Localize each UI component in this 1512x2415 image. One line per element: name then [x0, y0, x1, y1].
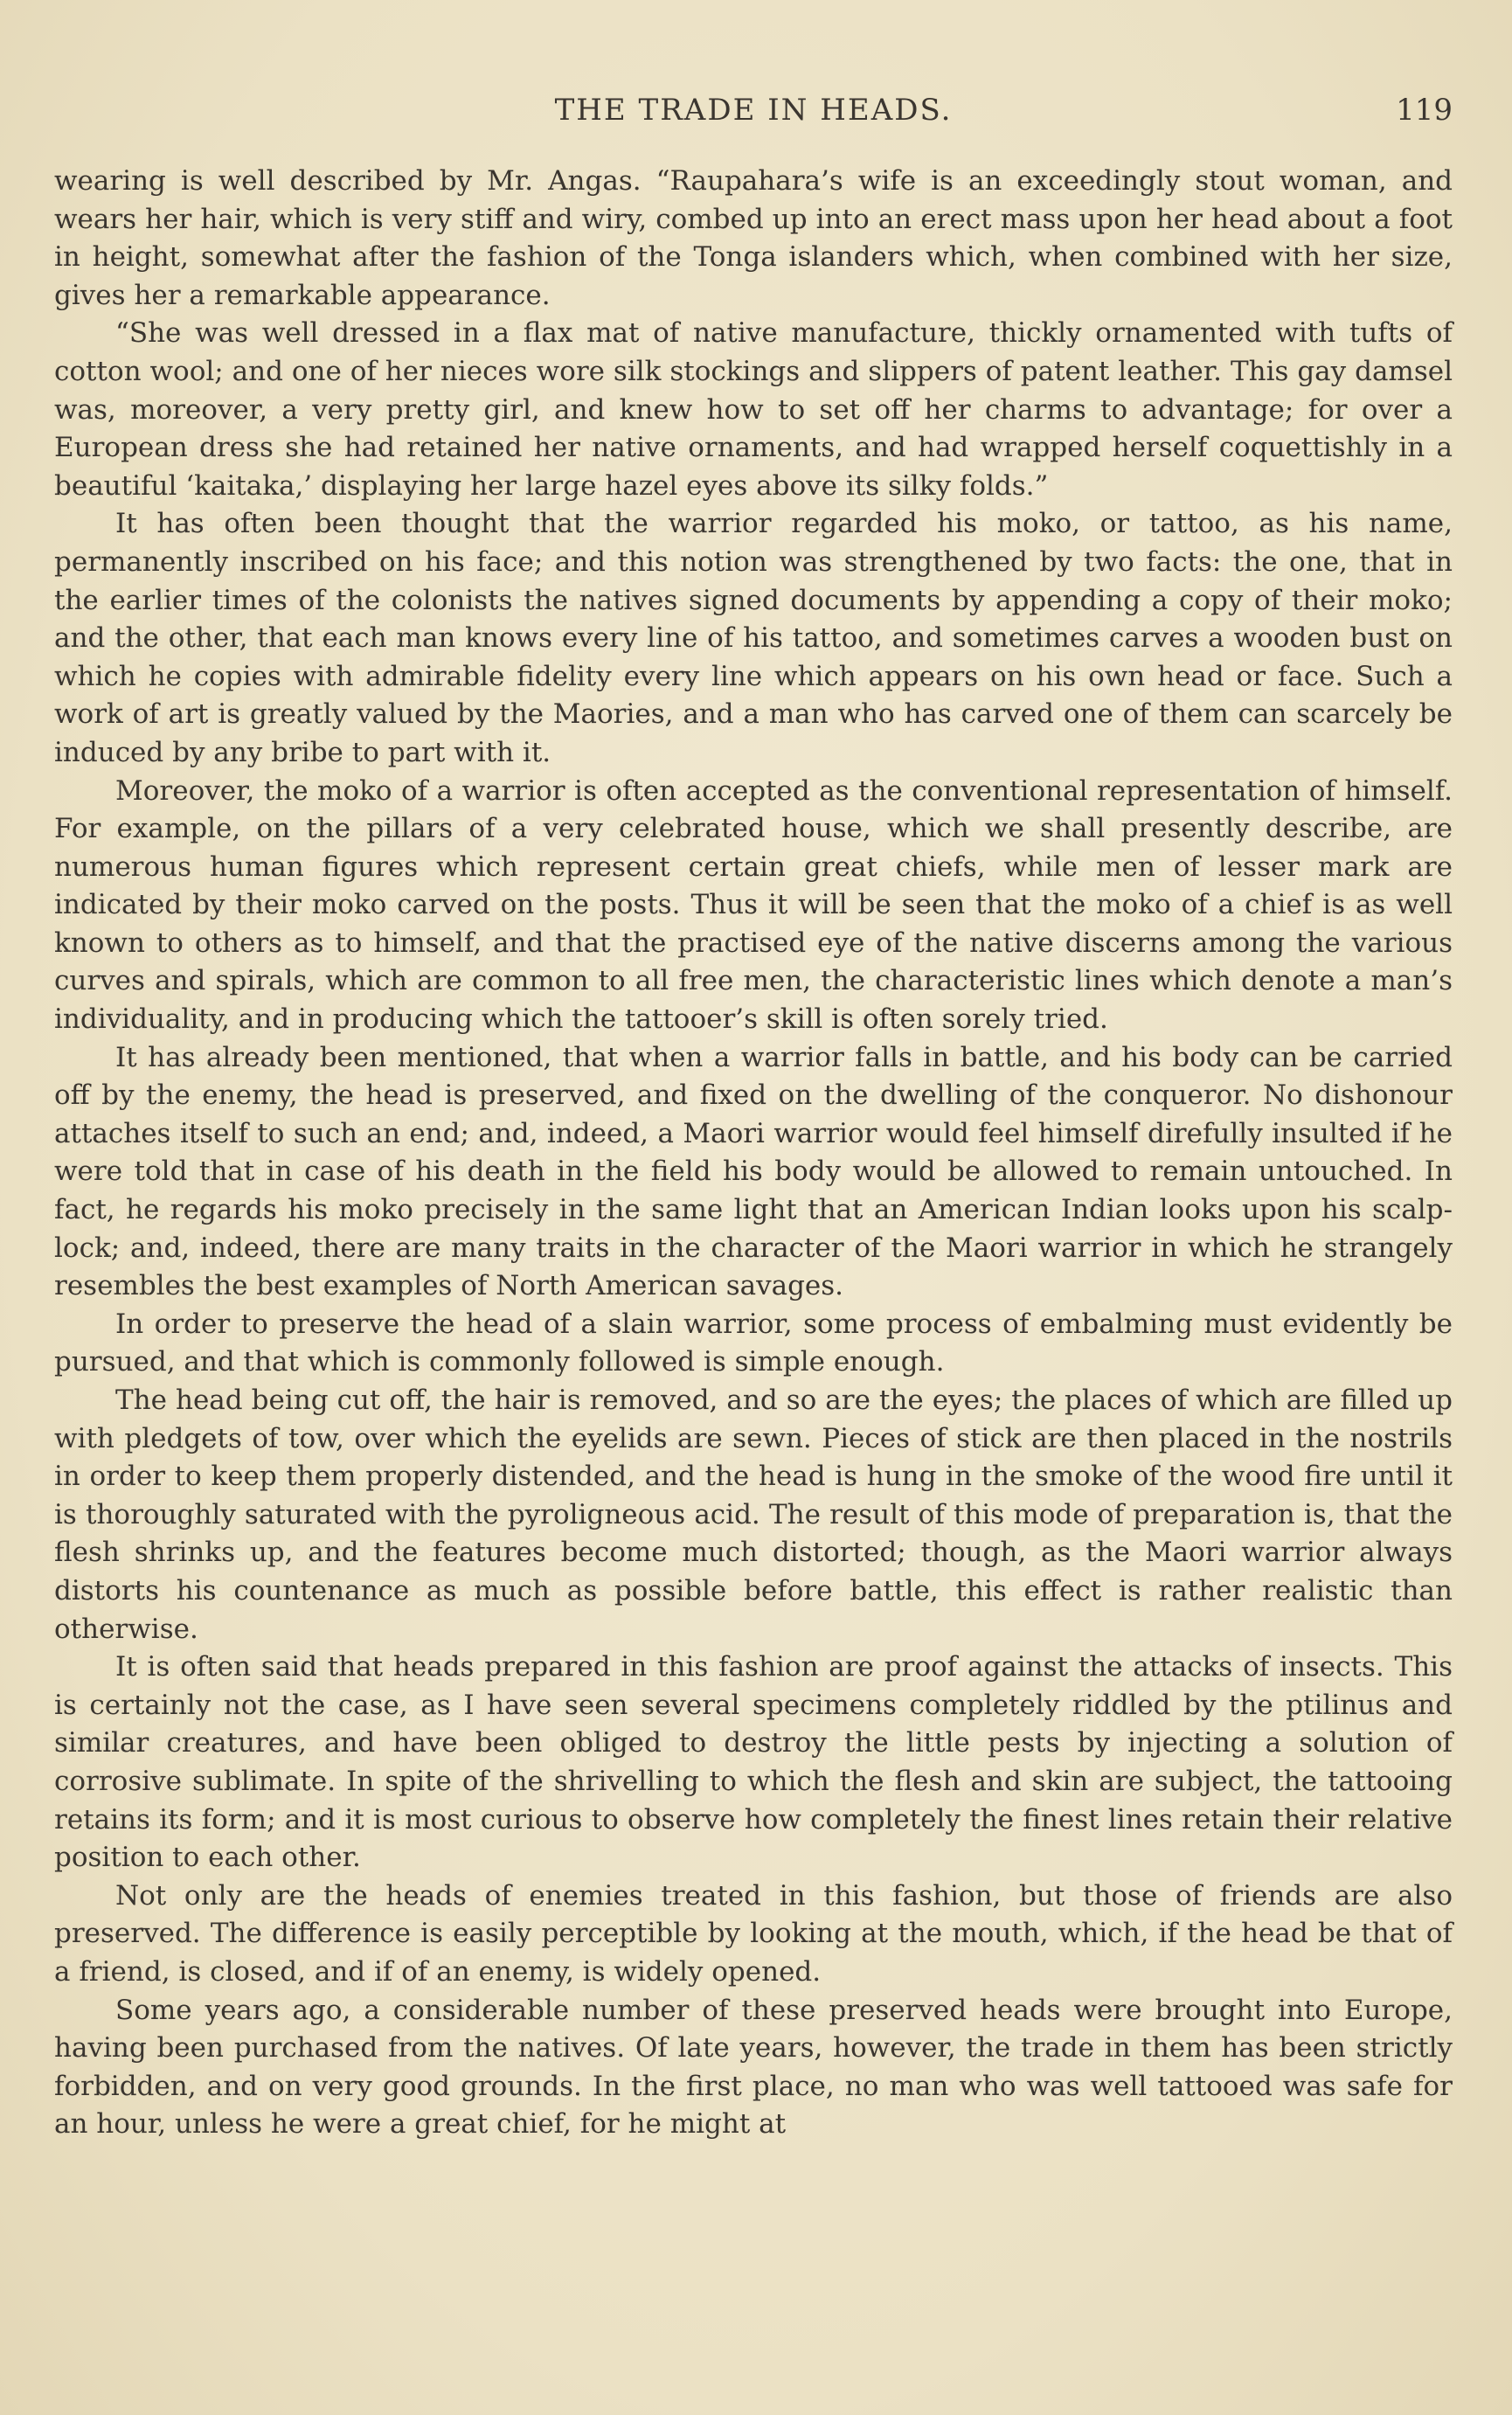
paragraph: It has already been mentioned, that when a warrior falls in battle, and his body can be carried off by the enemy, the head is preserved, and fixed on the dwelling of the conqueror. No dishonour attaches itself to such an end; and, indeed, a Maori warrior would feel himself direfully insulted if he were told that in case of his death in the field his body would be allowed to remain untouched. In fact, he regards his moko precisely in the same light that an American Indian looks upon his scalp-lock; and, indeed, there are many traits in the character of the Maori warrior in which he strangely resembles the best examples of North American savages. [54, 1041, 1453, 1302]
paragraph: Not only are the heads of enemies treated in this fashion, but those of friends are also preserved. The difference is easily perceptible by looking at the mouth, which, if the head be that of a friend, is closed, and if of an enemy, is widely opened. [54, 1879, 1453, 1988]
body-text [54, 163, 1453, 2144]
page-number: 119 [1396, 93, 1453, 128]
paragraph: wearing is well described by Mr. Angas. “Raupahara’s wife is an exceedingly stout woman, and wears her hair, which is very stiff and wiry, combed up into an erect mass upon her head about a foot in height, somewhat after the fashion of the Tonga islanders which, when combined with her size, gives her a remarkable appearance. [54, 165, 1453, 311]
paragraph: The head being cut off, the hair is removed, and so are the eyes; the places of which are filled up with pledgets of tow, over which the eyelids are sewn. Pieces of stick are then placed in the nostrils in order to keep them properly distended, and the head is hung in the smoke of the wood fire until it is thoroughly saturated with the pyroligneous acid. The result of this mode of preparation is, that the flesh shrinks up, and the features become much distorted; though, as the Maori warrior always distorts his countenance as much as possible before battle, this effect is rather realistic than otherwise. [54, 1384, 1453, 1645]
paragraph: Some years ago, a considerable number of these preserved heads were brought into Europe, having been purchased from the natives. Of late years, however, the trade in them has been strictly forbidden, and on very good grounds. In the first place, no man who was well tattooed was safe for an hour, unless he were a great chief, for he might at [54, 1994, 1453, 2141]
paragraph: It has often been thought that the warrior regarded his moko, or tattoo, as his name, permanently inscribed on his face; and this notion was strengthened by two facts: the one, that in the earlier times of the colonists the natives signed documents by appending a copy of their moko; and the other, that each man knows every line of his tattoo, and sometimes carves a wooden bust on which he copies with admirable fidelity every line which appears on his own head or face. Such a work of art is greatly valued by the Maories, and a man who has carved one of them can scarcely be induced by any bribe to part with it. [54, 508, 1453, 768]
paragraph: Moreover, the moko of a warrior is often accepted as the conventional representation of himself. For example, on the pillars of a very celebrated house, which we shall presently describe, are numerous human figures which represent certain great chiefs, while men of lesser mark are indicated by their moko carved on the posts. Thus it will be seen that the moko of a chief is as well known to others as to himself, and that the practised eye of the native discerns among the various curves and spirals, which are common to all free men, the characteristic lines which denote a man’s individuality, and in producing which the tattooer’s skill is often sorely tried. [54, 774, 1453, 1036]
paragraph: It is often said that heads prepared in this fashion are proof against the attacks of insects. This is certainly not the case, as I have seen several specimens completely riddled by the ptilinus and similar creatures, and have been obliged to destroy the little pests by injecting a solution of corrosive sublimate. In spite of the shrivelling to which the flesh and skin are subject, the tattooing retains its form; and it is most curious to observe how completely the finest lines retain their relative position to each other. [54, 1651, 1453, 1874]
page-header [54, 87, 1453, 140]
running-head: THE TRADE IN HEADS. [554, 93, 953, 128]
paragraph: In order to preserve the head of a slain warrior, some process of embalming must evidently be pursued, and that which is commonly followed is simple enough. [54, 1308, 1453, 1378]
paragraph: “She was well dressed in a flax mat of native manufacture, thickly ornamented with tufts of cotton wool; and one of her nieces wore silk stockings and slippers of patent leather. This gay damsel was, moreover, a very pretty girl, and knew how to set off her charms to advantage; for over a European dress she had retained her native ornaments, and had wrapped herself coquettishly in a beautiful ‘kaitaka,’ displaying her large hazel eyes above its silky folds.” [54, 317, 1453, 502]
